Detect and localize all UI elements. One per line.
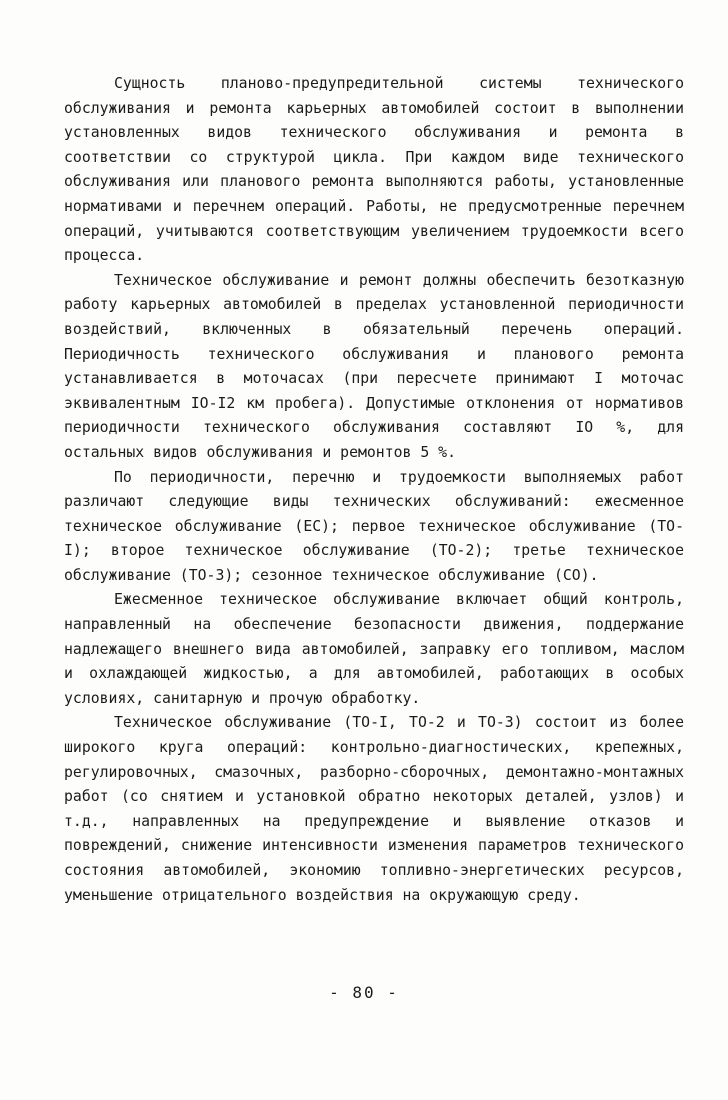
paragraph-4: Ежесменное техническое обслуживание включает общий контроль, направленный на обеспечение безопасности движения, поддержание надлежащего внешнего вида автомобилей, заправку его топливом, маслом и охлаждающей жидкостью, а для автомобилей, работающих в особых условиях, санитарную и прочую обработку. [64, 591, 684, 707]
page-number: - 80 - [329, 983, 399, 1002]
body-text [64, 72, 684, 908]
paragraph-2: Техническое обслуживание и ремонт должны обеспечить безотказную работу карьерных автомобилей в пределах установленной периодичности воздействий, включенных в обязательный перечень операций. Периодичность технического обслуживания и планового ремонта устанавливается в моточасах (при пересчете принимают I моточас эквивалентным IO-I2 км пробега). Допустимые отклонения от нормативов периодичности технического обслуживания составляют IO %, для остальных видов обслуживания и ремонтов 5 %. [64, 271, 684, 461]
paragraph-5: Техническое обслуживание (ТО-I, ТО-2 и ТО-3) состоит из более широкого круга операций: контрольно-диагностических, крепежных, регулировочных, смазочных, разборно-сборочных, демонтажно-монтажных работ (со снятием и установкой обратно некоторых деталей, узлов) и т.д., направленных на предупреждение и выявление отказов и повреждений, снижение интенсивности изменения параметров технического состояния автомобилей, экономию топливно-энергетических ресурсов, уменьшение отрицательного воздействия на окружающую среду. [64, 714, 684, 904]
paragraph-1: Сущность планово-предупредительной системы технического обслуживания и ремонта карьерных автомобилей состоит в выполнении установленных видов технического обслуживания и ремонта в соответствии со структурой цикла. При каждом виде технического обслуживания или планового ремонта выполняются работы, установленные нормативами и перечнем операций. Работы, не предусмотренные перечнем операций, учитываются соответствующим увеличением трудоемкости всего процесса. [64, 75, 684, 265]
paragraph-3: По периодичности, перечню и трудоемкости выполняемых работ различают следующие виды технических обслуживаний: ежесменное техническое обслуживание (ЕС); первое техническое обслуживание (ТО-I); второе техническое обслуживание (ТО-2); третье техническое обслуживание (ТО-3); сезонное техническое обслуживание (СО). [64, 468, 684, 584]
